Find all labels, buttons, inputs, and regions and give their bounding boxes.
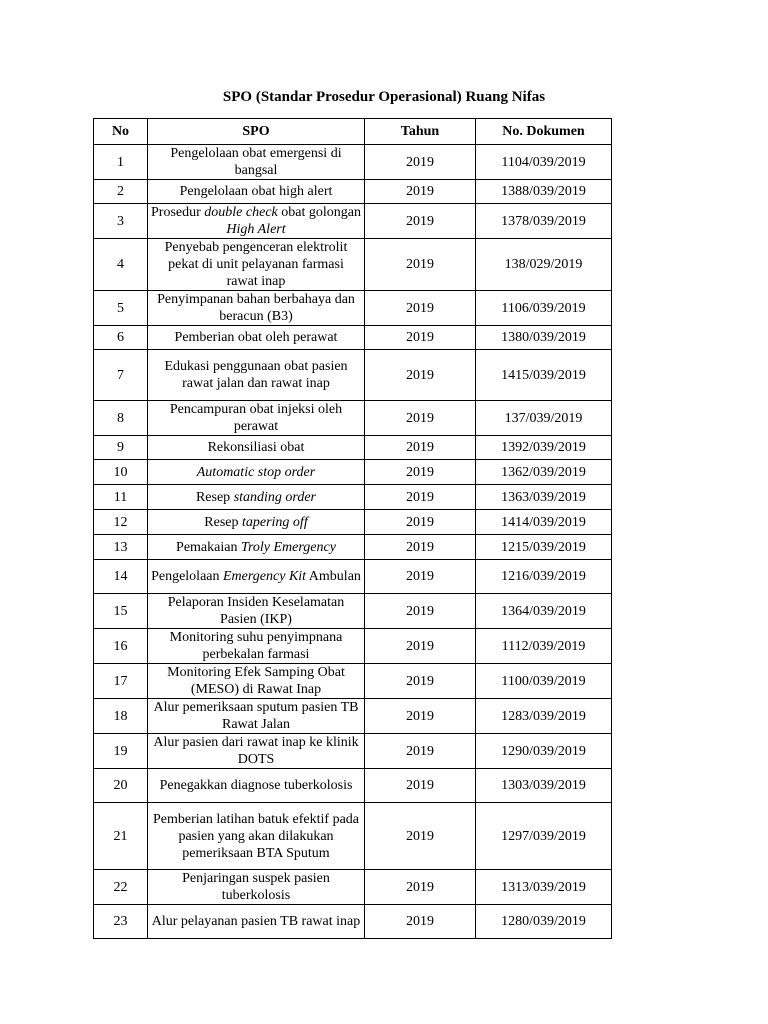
cell-tahun: 2019	[365, 905, 476, 939]
cell-dokumen: 1104/039/2019	[476, 145, 612, 180]
cell-spo	[148, 664, 365, 699]
cell-no: 8	[94, 401, 148, 436]
cell-tahun: 2019	[365, 460, 476, 485]
cell-tahun: 2019	[365, 145, 476, 180]
cell-no: 21	[94, 803, 148, 870]
cell-tahun: 2019	[365, 180, 476, 204]
cell-spo	[148, 870, 365, 905]
cell-dokumen: 1112/039/2019	[476, 629, 612, 664]
header-no: No	[94, 119, 148, 145]
spo-table	[93, 118, 612, 939]
cell-dokumen: 1388/039/2019	[476, 180, 612, 204]
table-row	[94, 291, 612, 326]
spo-text: Pemberian latihan batuk efektif pada pasien yang akan dilakukan pemeriksaan BTA Sputum	[152, 811, 360, 861]
cell-tahun: 2019	[365, 594, 476, 629]
cell-tahun: 2019	[365, 291, 476, 326]
cell-tahun: 2019	[365, 350, 476, 401]
spo-text: Penjaringan suspek pasien tuberkolosis	[182, 871, 330, 903]
cell-spo	[148, 734, 365, 769]
spo-text-italic: Troly Emergency	[240, 539, 336, 555]
cell-dokumen: 1290/039/2019	[476, 734, 612, 769]
spo-text: Pengelolaan	[151, 569, 223, 584]
cell-dokumen: 1283/039/2019	[476, 699, 612, 734]
cell-no: 11	[94, 485, 148, 510]
cell-dokumen: 1380/039/2019	[476, 326, 612, 350]
cell-no: 5	[94, 291, 148, 326]
cell-no: 12	[94, 510, 148, 535]
cell-spo	[148, 629, 365, 664]
spo-text: Penegakkan diagnose tuberkolosis	[159, 778, 353, 793]
spo-text-italic: double check	[204, 205, 278, 220]
cell-no: 1	[94, 145, 148, 180]
cell-spo	[148, 560, 365, 594]
cell-dokumen: 1364/039/2019	[476, 594, 612, 629]
cell-spo	[148, 594, 365, 629]
cell-no: 20	[94, 769, 148, 803]
spo-text: Pelaporan Insiden Keselamatan Pasien (IKP)	[167, 595, 345, 627]
cell-spo	[148, 769, 365, 803]
cell-no: 14	[94, 560, 148, 594]
cell-no: 7	[94, 350, 148, 401]
spo-text: Rekonsiliasi obat	[207, 440, 305, 455]
spo-text: Pemberian obat oleh perawat	[174, 330, 338, 345]
spo-text: Alur pasien dari rawat inap ke klinik DOTS	[153, 735, 359, 767]
cell-dokumen: 1215/039/2019	[476, 535, 612, 560]
cell-spo	[148, 350, 365, 401]
spo-text-italic: tapering off	[241, 514, 308, 530]
cell-tahun: 2019	[365, 401, 476, 436]
table-row	[94, 769, 612, 803]
table-row	[94, 436, 612, 460]
cell-spo	[148, 436, 365, 460]
spo-text: obat golongan	[277, 205, 361, 220]
cell-dokumen: 137/039/2019	[476, 401, 612, 436]
cell-tahun: 2019	[365, 629, 476, 664]
table-row	[94, 145, 612, 180]
cell-no: 17	[94, 664, 148, 699]
cell-no: 2	[94, 180, 148, 204]
spo-text: Penyebab pengenceran elektrolit pekat di unit pelayanan farmasi rawat inap	[164, 240, 348, 289]
cell-tahun: 2019	[365, 560, 476, 594]
table-row	[94, 485, 612, 510]
cell-tahun: 2019	[365, 326, 476, 350]
spo-text: Pencampuran obat injeksi oleh perawat	[169, 402, 343, 434]
header-tahun: Tahun	[365, 119, 476, 145]
cell-no: 23	[94, 905, 148, 939]
table-row	[94, 629, 612, 664]
table-row	[94, 560, 612, 594]
cell-no: 6	[94, 326, 148, 350]
cell-dokumen: 1100/039/2019	[476, 664, 612, 699]
cell-spo	[148, 291, 365, 326]
cell-dokumen: 1414/039/2019	[476, 510, 612, 535]
cell-tahun: 2019	[365, 485, 476, 510]
cell-dokumen: 1297/039/2019	[476, 803, 612, 870]
header-dokumen: No. Dokumen	[476, 119, 612, 145]
cell-dokumen: 1415/039/2019	[476, 350, 612, 401]
cell-tahun: 2019	[365, 769, 476, 803]
cell-tahun: 2019	[365, 803, 476, 870]
header-spo: SPO	[148, 119, 365, 145]
cell-no: 10	[94, 460, 148, 485]
table-row	[94, 326, 612, 350]
cell-tahun: 2019	[365, 699, 476, 734]
cell-no: 9	[94, 436, 148, 460]
table-row	[94, 734, 612, 769]
cell-tahun: 2019	[365, 436, 476, 460]
spo-text: Ambulan	[306, 569, 361, 584]
table-row	[94, 350, 612, 401]
spo-text-italic: Emergency Kit	[223, 569, 307, 584]
cell-dokumen: 1303/039/2019	[476, 769, 612, 803]
cell-spo	[148, 510, 365, 535]
cell-no: 16	[94, 629, 148, 664]
cell-spo	[148, 180, 365, 204]
spo-text: Monitoring Efek Samping Obat (MESO) di Rawat Inap	[167, 665, 345, 697]
cell-spo	[148, 239, 365, 291]
cell-no: 3	[94, 204, 148, 239]
cell-spo	[148, 485, 365, 510]
cell-spo	[148, 535, 365, 560]
cell-dokumen: 1392/039/2019	[476, 436, 612, 460]
table-row	[94, 664, 612, 699]
cell-no: 15	[94, 594, 148, 629]
cell-spo	[148, 204, 365, 239]
cell-dokumen: 1378/039/2019	[476, 204, 612, 239]
cell-dokumen: 1313/039/2019	[476, 870, 612, 905]
spo-text-italic: Automatic stop order	[196, 464, 316, 480]
cell-spo	[148, 401, 365, 436]
cell-dokumen: 1280/039/2019	[476, 905, 612, 939]
spo-text: Resep	[195, 489, 234, 505]
cell-tahun: 2019	[365, 510, 476, 535]
cell-dokumen: 1362/039/2019	[476, 460, 612, 485]
cell-dokumen: 138/029/2019	[476, 239, 612, 291]
spo-text: Prosedur	[151, 205, 205, 220]
spo-text: Monitoring suhu penyimpnana perbekalan farmasi	[169, 630, 343, 662]
table-row	[94, 870, 612, 905]
cell-no: 13	[94, 535, 148, 560]
cell-no: 4	[94, 239, 148, 291]
cell-tahun: 2019	[365, 870, 476, 905]
table-row	[94, 699, 612, 734]
spo-text: Alur pelayanan pasien TB rawat inap	[151, 914, 361, 929]
table-row	[94, 803, 612, 870]
cell-no: 18	[94, 699, 148, 734]
table-row	[94, 204, 612, 239]
cell-no: 19	[94, 734, 148, 769]
cell-tahun: 2019	[365, 664, 476, 699]
table-row	[94, 905, 612, 939]
spo-text-italic: standing order	[233, 489, 317, 505]
spo-text-italic: High Alert	[226, 222, 286, 237]
table-row	[94, 594, 612, 629]
cell-spo	[148, 145, 365, 180]
table-row	[94, 239, 612, 291]
table-body	[94, 145, 612, 939]
cell-tahun: 2019	[365, 204, 476, 239]
cell-spo	[148, 326, 365, 350]
table-row	[94, 510, 612, 535]
table-row	[94, 535, 612, 560]
cell-dokumen: 1106/039/2019	[476, 291, 612, 326]
cell-spo	[148, 905, 365, 939]
table-row	[94, 460, 612, 485]
cell-tahun: 2019	[365, 734, 476, 769]
table-header-row	[94, 119, 612, 145]
table-row	[94, 401, 612, 436]
spo-text: Edukasi penggunaan obat pasien rawat jalan dan rawat inap	[164, 359, 348, 391]
cell-dokumen: 1216/039/2019	[476, 560, 612, 594]
cell-tahun: 2019	[365, 535, 476, 560]
cell-tahun: 2019	[365, 239, 476, 291]
page-title: SPO (Standar Prosedur Operasional) Ruang Nifas	[222, 89, 546, 105]
spo-text: Resep	[204, 514, 242, 530]
cell-spo	[148, 460, 365, 485]
cell-no: 22	[94, 870, 148, 905]
spo-text: Pengelolaan obat emergensi di bangsal	[170, 146, 342, 178]
spo-text: Penyimpanan bahan berbahaya dan beracun (B3)	[157, 292, 355, 324]
spo-text: Alur pemeriksaan sputum pasien TB Rawat Jalan	[153, 700, 359, 732]
cell-spo	[148, 803, 365, 870]
table-row	[94, 180, 612, 204]
spo-text: Pengelolaan obat high alert	[179, 184, 333, 199]
cell-dokumen: 1363/039/2019	[476, 485, 612, 510]
spo-text: Pemakaian	[176, 539, 241, 555]
cell-spo	[148, 699, 365, 734]
